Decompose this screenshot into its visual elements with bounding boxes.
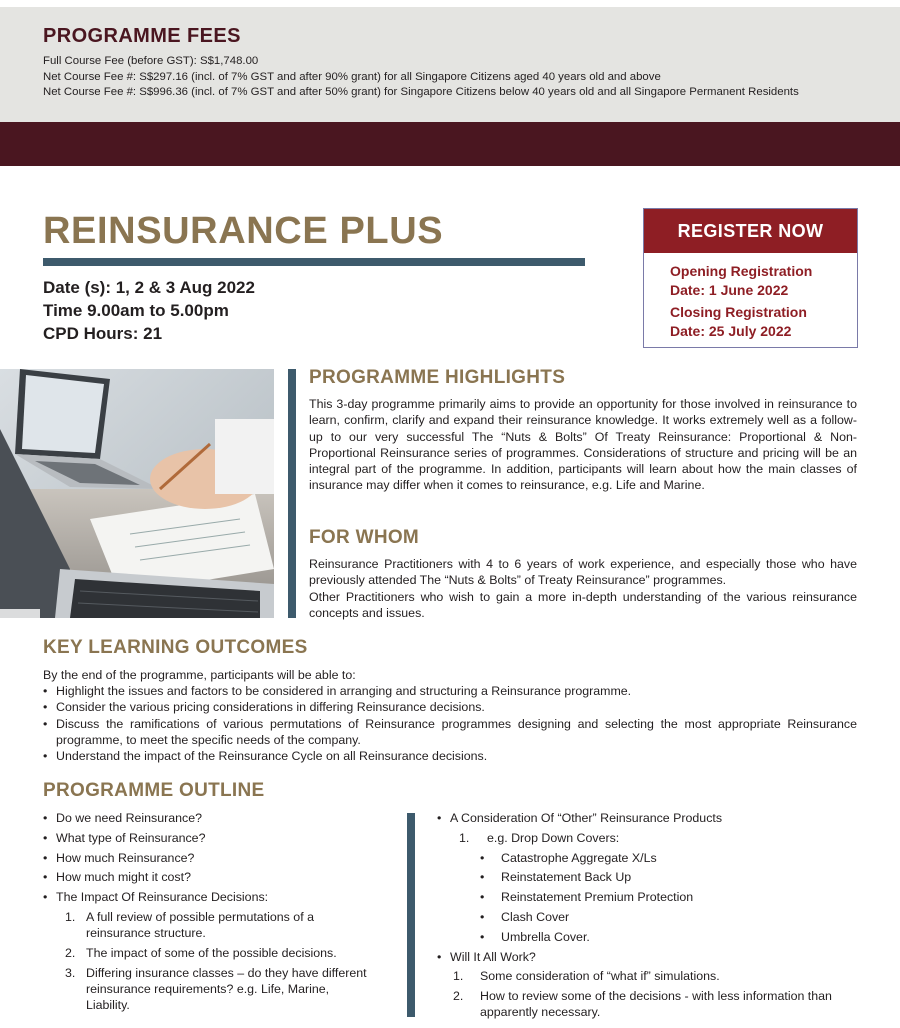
- outline-right-column: [437, 810, 857, 1021]
- list-item: 3. Differing insurance classes – do they have different reinsurance requirements? e.g. Life, Marine, Liability.: [65, 965, 367, 1013]
- list-item: • The Impact Of Reinsurance Decisions:: [43, 889, 373, 905]
- course-info: [43, 276, 255, 345]
- course-dates: Date (s): 1, 2 & 3 Aug 2022: [43, 278, 255, 297]
- outline-text: How to review some of the decisions - with less information than apparently necessary.: [480, 989, 832, 1020]
- list-item: • Highlight the issues and factors to be considered in arranging and structuring a Reinsurance programme.: [43, 683, 863, 699]
- laptop-desk-image: [0, 369, 274, 618]
- registration-dates: [644, 253, 857, 341]
- outline-divider: [407, 813, 415, 1017]
- for-whom-text-1: Reinsurance Practitioners with 4 to 6 years of work experience, and especially those who have previously attended The “Nuts & Bolts” of Treaty Reinsurance” programmes.: [309, 557, 857, 588]
- outline-text: Differing insurance classes – do they have different reinsurance requirements? e.g. Life, Marine, Liability.: [86, 965, 367, 1013]
- list-item: 1. e.g. Drop Down Covers:: [459, 830, 620, 845]
- list-item: • Consider the various pricing considerations in differing Reinsurance decisions.: [43, 699, 863, 715]
- fees-net-above-40: Net Course Fee #: S$297.16 (incl. of 7% GST and after 90% grant) for all Singapore Citizens aged 40 years old and above: [43, 70, 661, 83]
- course-cpd: CPD Hours: 21: [43, 324, 163, 343]
- title-rule: [43, 258, 585, 266]
- course-time: Time 9.00am to 5.00pm: [43, 301, 229, 320]
- closing-label: Closing Registration: [670, 304, 807, 320]
- outcomes-intro: By the end of the programme, participants will be able to:: [43, 668, 356, 682]
- fees-title: PROGRAMME FEES: [43, 25, 241, 47]
- list-item: • A Consideration Of “Other” Reinsurance Products: [437, 810, 857, 826]
- list-item: • Umbrella Cover.: [437, 929, 857, 945]
- register-box: [643, 208, 858, 348]
- highlights-title: PROGRAMME HIGHLIGHTS: [309, 367, 566, 388]
- outline-left-column: [43, 810, 373, 1014]
- list-item: 1. Some consideration of “what if” simulations.: [453, 969, 720, 984]
- outcomes-list: [43, 683, 863, 764]
- header-band: [0, 122, 900, 166]
- highlights-divider: [288, 369, 296, 618]
- opening-label: Opening Registration: [670, 263, 813, 279]
- for-whom-title: FOR WHOM: [309, 527, 420, 548]
- list-item: 2. The impact of some of the possible decisions.: [65, 946, 337, 961]
- list-item: • Do we need Reinsurance?: [43, 810, 373, 826]
- outline-text: Some consideration of “what if” simulations.: [480, 969, 720, 984]
- outline-text: e.g. Drop Down Covers:: [487, 830, 620, 845]
- list-item: • How much might it cost?: [43, 869, 373, 885]
- register-now-button[interactable]: REGISTER NOW: [644, 209, 857, 253]
- list-item: • Discuss the ramifications of various permutations of Reinsurance programmes designing and selecting the most appropriate Reinsurance programme, to meet the specific needs of the company.: [43, 716, 857, 749]
- list-item: • Clash Cover: [437, 909, 857, 925]
- outline-text: A full review of possible permutations of a reinsurance structure.: [86, 909, 314, 941]
- laptop-photo: [0, 369, 274, 618]
- highlights-text: This 3-day programme primarily aims to provide an opportunity for those involved in reinsurance to learn, confirm, clarify and expand their reinsurance knowledge. It works extremely well as a follow-up to our very successful The “Nuts & Bolts” Of Treaty Reinsurance: Proportional & Non-Proportional Reinsurance series of programmes. Considerations of structure and pricing will be an integral part of the programme. In addition, participants will learn about how the main classes of insurance may differ when it comes to reinsurance, e.g. Life and Marine.: [309, 397, 857, 493]
- list-item: • What type of Reinsurance?: [43, 830, 373, 846]
- list-item: 1. A full review of possible permutations of a reinsurance structure.: [65, 909, 314, 941]
- fees-panel: [0, 7, 900, 122]
- list-item: • Will It All Work?: [437, 949, 857, 965]
- outline-text: The impact of some of the possible decisions.: [86, 946, 337, 961]
- list-item: 2. How to review some of the decisions - with less information than apparently necessary.: [453, 989, 832, 1020]
- closing-date: Date: 25 July 2022: [670, 323, 792, 339]
- outcomes-title: KEY LEARNING OUTCOMES: [43, 637, 308, 658]
- course-title: REINSURANCE PLUS: [43, 210, 444, 252]
- opening-date: Date: 1 June 2022: [670, 282, 789, 298]
- list-item: • Reinstatement Premium Protection: [437, 889, 857, 905]
- for-whom-text-2: Other Practitioners who wish to gain a more in-depth understanding of the various reinsurance concepts and issues.: [309, 590, 857, 621]
- fees-net-below-40: Net Course Fee #: S$996.36 (incl. of 7% GST and after 50% grant) for Singapore Citizens below 40 years old and all Singapore Permanent Residents: [43, 86, 799, 98]
- list-item: • How much Reinsurance?: [43, 850, 373, 866]
- list-item: • Reinstatement Back Up: [437, 869, 857, 885]
- list-item: • Understand the impact of the Reinsurance Cycle on all Reinsurance decisions.: [43, 748, 863, 764]
- outline-title: PROGRAMME OUTLINE: [43, 780, 265, 801]
- list-item: • Catastrophe Aggregate X/Ls: [437, 850, 857, 866]
- fees-full: Full Course Fee (before GST): S$1,748.00: [43, 55, 259, 67]
